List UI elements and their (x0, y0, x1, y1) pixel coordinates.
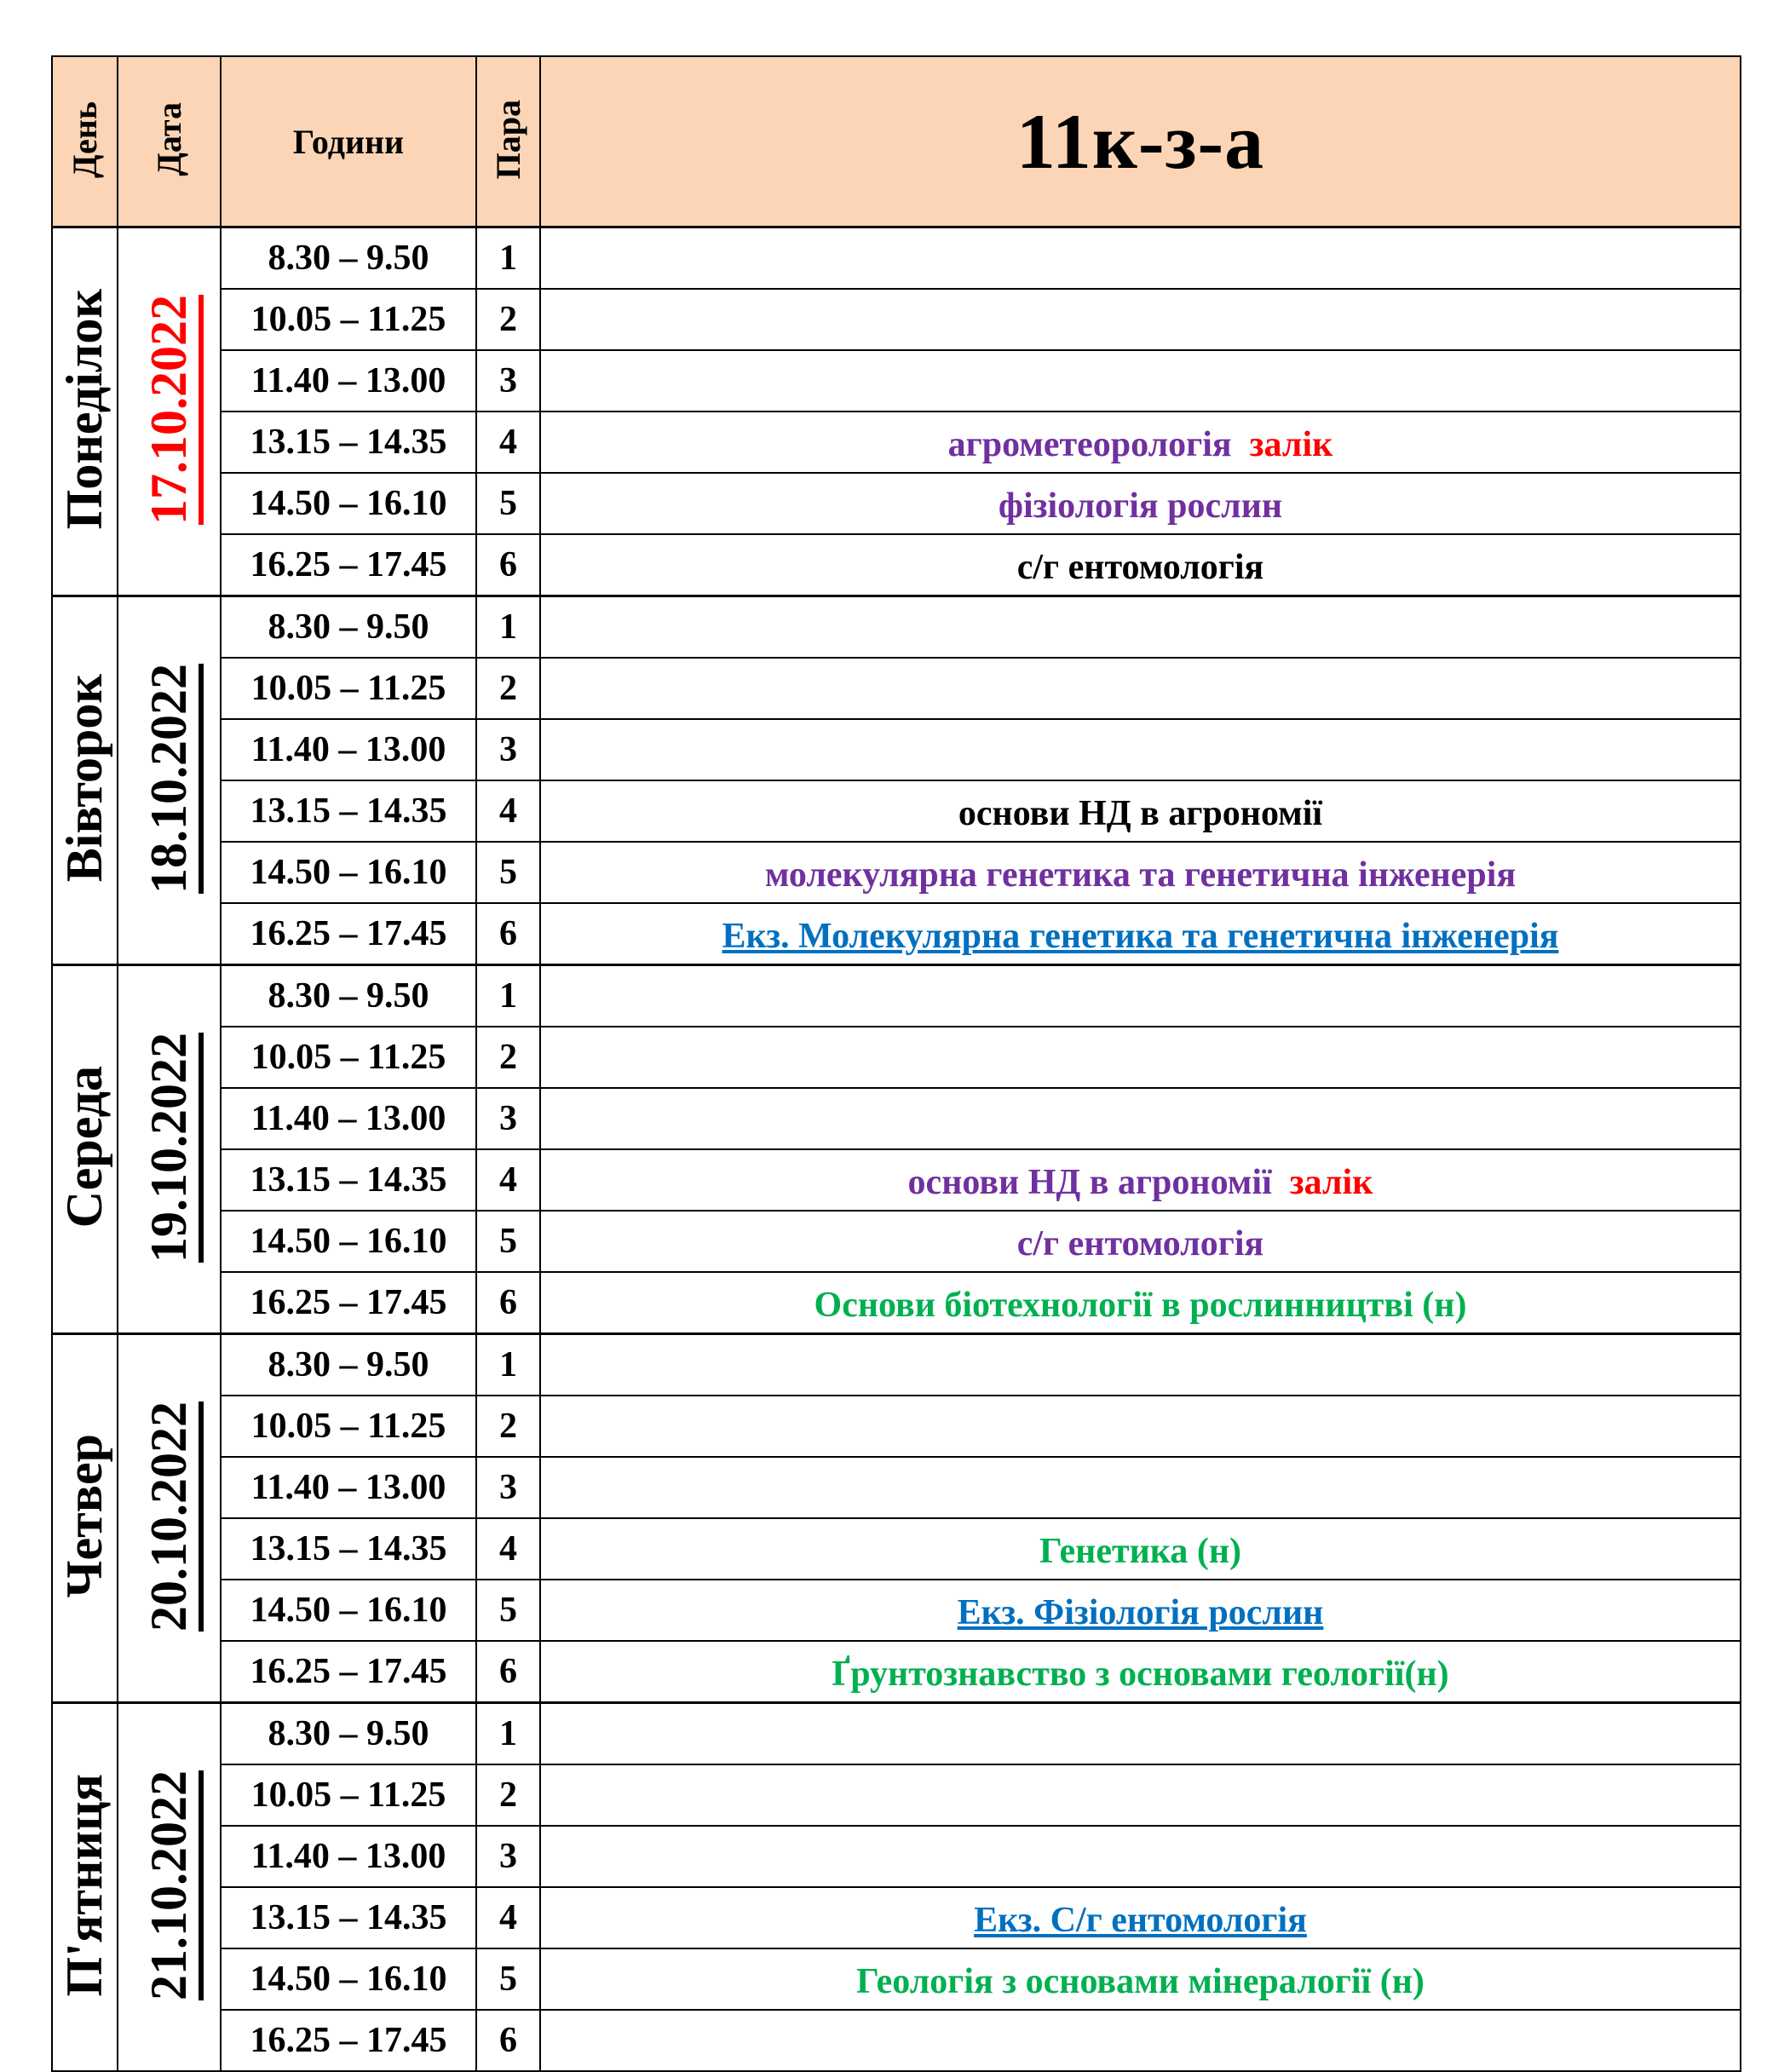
pair-number: 4 (476, 1887, 540, 1948)
subject-cell (540, 1334, 1741, 1396)
table-row (52, 227, 1741, 290)
pair-number: 4 (476, 1149, 540, 1211)
hours-column-label: Години (292, 122, 405, 161)
hours-cell: 10.05 – 11.25 (221, 658, 476, 719)
pair-number: 6 (476, 903, 540, 965)
hours-cell: 14.50 – 16.10 (221, 473, 476, 534)
pair-number: 2 (476, 1396, 540, 1457)
hours-cell: 14.50 – 16.10 (221, 842, 476, 903)
date-cell (118, 1334, 221, 1703)
subject-cell (540, 1149, 1741, 1211)
hours-cell: 16.25 – 17.45 (221, 1641, 476, 1703)
pair-number: 1 (476, 965, 540, 1027)
subject-text: с/г ентомологія (1016, 1224, 1264, 1263)
day-cell (52, 227, 118, 596)
subject-cell (540, 2010, 1741, 2071)
hours-cell: 11.40 – 13.00 (221, 1457, 476, 1518)
table-row (52, 473, 1741, 534)
schedule-body (52, 227, 1741, 2072)
pair-number: 6 (476, 534, 540, 596)
pair-number: 2 (476, 1027, 540, 1088)
pair-number: 2 (476, 1764, 540, 1826)
pair-number: 3 (476, 350, 540, 412)
subject-cell (540, 412, 1741, 473)
subject-cell (540, 903, 1741, 965)
subject-cell (540, 534, 1741, 596)
pair-number: 1 (476, 1334, 540, 1396)
pair-number: 3 (476, 719, 540, 780)
hours-cell: 8.30 – 9.50 (221, 965, 476, 1027)
hours-column-header (221, 56, 476, 227)
pair-number: 4 (476, 412, 540, 473)
subject-cell (540, 965, 1741, 1027)
date-value: 20.10.2022 (141, 1401, 197, 1632)
hours-cell: 11.40 – 13.00 (221, 719, 476, 780)
pair-number: 2 (476, 658, 540, 719)
table-row (52, 412, 1741, 473)
hours-cell: 11.40 – 13.00 (221, 1826, 476, 1887)
subject-text: Основи біотехнології в рослинництві (н) (814, 1286, 1467, 1325)
hours-cell: 13.15 – 14.35 (221, 1887, 476, 1948)
hours-cell: 8.30 – 9.50 (221, 227, 476, 290)
pair-number: 5 (476, 1580, 540, 1641)
pair-number: 1 (476, 227, 540, 290)
date-column-label: Дата (150, 102, 188, 176)
table-row (52, 658, 1741, 719)
day-name: Понеділок (56, 289, 112, 530)
subject-cell (540, 1027, 1741, 1088)
pair-number: 6 (476, 1272, 540, 1334)
hours-cell: 10.05 – 11.25 (221, 1396, 476, 1457)
subject-cell (540, 1703, 1741, 1765)
day-column-label: День (66, 101, 104, 178)
subject-text: Екз. С/г ентомологія (974, 1901, 1307, 1940)
subject-cell (540, 227, 1741, 290)
table-row (52, 1948, 1741, 2010)
table-row (52, 965, 1741, 1027)
day-name: Четвер (56, 1434, 112, 1598)
pair-number: 3 (476, 1826, 540, 1887)
day-cell (52, 1703, 118, 2072)
pair-number: 1 (476, 1703, 540, 1765)
date-cell (118, 965, 221, 1334)
subject-text: с/г ентомологія (1016, 548, 1264, 587)
subject-cell (540, 1396, 1741, 1457)
subject-cell (540, 1211, 1741, 1272)
subject-text: фізіологія рослин (998, 486, 1283, 526)
subject-cell (540, 1887, 1741, 1948)
subject-cell (540, 1641, 1741, 1703)
table-row (52, 1703, 1741, 1765)
subject-cell (540, 780, 1741, 842)
subject-cell (540, 473, 1741, 534)
schedule-table (51, 55, 1741, 2072)
subject-cell (540, 1088, 1741, 1149)
day-cell (52, 1334, 118, 1703)
hours-cell: 14.50 – 16.10 (221, 1211, 476, 1272)
day-column-header (52, 56, 118, 227)
date-value: 19.10.2022 (141, 1032, 197, 1263)
pair-number: 6 (476, 2010, 540, 2071)
table-row (52, 719, 1741, 780)
date-column-header (118, 56, 221, 227)
pair-number: 5 (476, 473, 540, 534)
hours-cell: 14.50 – 16.10 (221, 1948, 476, 2010)
date-cell (118, 596, 221, 965)
table-row (52, 289, 1741, 350)
hours-cell: 11.40 – 13.00 (221, 1088, 476, 1149)
day-cell (52, 596, 118, 965)
pair-number: 4 (476, 1518, 540, 1580)
date-value: 18.10.2022 (141, 663, 197, 894)
subject-cell (540, 1272, 1741, 1334)
pair-number: 3 (476, 1088, 540, 1149)
table-row (52, 350, 1741, 412)
day-name: Середа (56, 1066, 112, 1229)
hours-cell: 8.30 – 9.50 (221, 1703, 476, 1765)
hours-cell: 8.30 – 9.50 (221, 596, 476, 659)
table-row (52, 842, 1741, 903)
group-title: 11к-з-а (1016, 98, 1265, 185)
subject-text: агрометеорологія (947, 425, 1232, 464)
table-row (52, 1211, 1741, 1272)
date-value: 17.10.2022 (141, 294, 197, 525)
group-title-cell (540, 56, 1741, 227)
subject-cell (540, 350, 1741, 412)
subject-cell (540, 1457, 1741, 1518)
pair-number: 5 (476, 842, 540, 903)
day-cell (52, 965, 118, 1334)
subject-text: Екз. Молекулярна генетика та генетична інженерія (722, 917, 1559, 956)
subject-cell (540, 1764, 1741, 1826)
hours-cell: 8.30 – 9.50 (221, 1334, 476, 1396)
hours-cell: 16.25 – 17.45 (221, 1272, 476, 1334)
subject-text: Ґрунтознавство з основами геології(н) (832, 1655, 1449, 1694)
table-row (52, 1580, 1741, 1641)
hours-cell: 10.05 – 11.25 (221, 289, 476, 350)
table-row (52, 1272, 1741, 1334)
hours-cell: 14.50 – 16.10 (221, 1580, 476, 1641)
table-row (52, 1027, 1741, 1088)
pair-number: 3 (476, 1457, 540, 1518)
table-row (52, 780, 1741, 842)
hours-cell: 16.25 – 17.45 (221, 534, 476, 596)
table-row (52, 1764, 1741, 1826)
subject-text: основи НД в агрономії (958, 794, 1323, 833)
subject-cell (540, 1948, 1741, 2010)
table-row (52, 1887, 1741, 1948)
subject-cell (540, 1826, 1741, 1887)
subject-cell (540, 289, 1741, 350)
hours-cell: 13.15 – 14.35 (221, 1149, 476, 1211)
date-cell (118, 1703, 221, 2072)
day-name: Вівторок (56, 674, 112, 883)
subject-cell (540, 842, 1741, 903)
pair-number: 6 (476, 1641, 540, 1703)
date-cell (118, 227, 221, 596)
table-row (52, 1641, 1741, 1703)
table-row (52, 1457, 1741, 1518)
table-row (52, 534, 1741, 596)
pair-number: 1 (476, 596, 540, 659)
table-row (52, 596, 1741, 659)
subject-text: Екз. Фізіологія рослин (957, 1593, 1324, 1632)
subject-cell (540, 719, 1741, 780)
pair-number: 5 (476, 1211, 540, 1272)
subject-cell (540, 658, 1741, 719)
table-row (52, 1826, 1741, 1887)
header-row (52, 56, 1741, 227)
hours-cell: 13.15 – 14.35 (221, 780, 476, 842)
hours-cell: 13.15 – 14.35 (221, 1518, 476, 1580)
hours-cell: 13.15 – 14.35 (221, 412, 476, 473)
pair-number: 5 (476, 1948, 540, 2010)
table-row (52, 903, 1741, 965)
hours-cell: 16.25 – 17.45 (221, 903, 476, 965)
hours-cell: 10.05 – 11.25 (221, 1027, 476, 1088)
table-row (52, 1518, 1741, 1580)
table-row (52, 1334, 1741, 1396)
subject-cell (540, 1580, 1741, 1641)
pair-column-label: Пара (489, 99, 527, 180)
table-row (52, 2010, 1741, 2071)
table-row (52, 1088, 1741, 1149)
hours-cell: 10.05 – 11.25 (221, 1764, 476, 1826)
pair-number: 2 (476, 289, 540, 350)
subject-text: основи НД в агрономії (907, 1163, 1272, 1202)
status-badge: залік (1249, 425, 1333, 464)
subject-text: Генетика (н) (1039, 1532, 1242, 1571)
day-name: П'ятниця (56, 1773, 112, 1997)
subject-text: Геологія з основами мінералогії (н) (856, 1962, 1425, 2001)
subject-cell (540, 596, 1741, 659)
hours-cell: 11.40 – 13.00 (221, 350, 476, 412)
subject-text: молекулярна генетика та генетична інженерія (764, 855, 1517, 895)
date-value: 21.10.2022 (141, 1770, 197, 2000)
table-row (52, 1149, 1741, 1211)
pair-column-header (476, 56, 540, 227)
pair-number: 4 (476, 780, 540, 842)
status-badge: залік (1289, 1163, 1373, 1202)
subject-cell (540, 1518, 1741, 1580)
hours-cell: 16.25 – 17.45 (221, 2010, 476, 2071)
table-row (52, 1396, 1741, 1457)
